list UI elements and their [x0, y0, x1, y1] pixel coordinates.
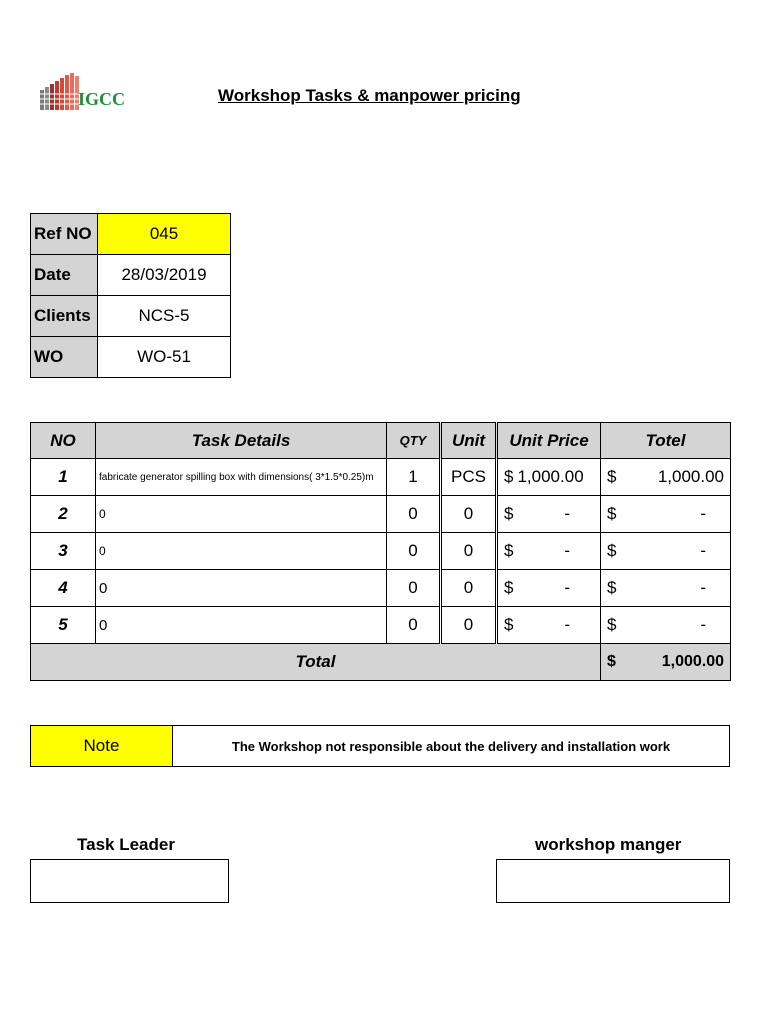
row-no: 1	[31, 459, 96, 496]
header-unit: Unit	[441, 423, 497, 459]
currency-symbol: $	[607, 467, 617, 486]
table-row	[31, 570, 731, 607]
date-label: Date	[31, 255, 98, 296]
info-row-wo	[31, 337, 231, 378]
unit-price-amount: -	[564, 615, 570, 634]
total-label: Total	[31, 644, 601, 681]
table-row	[31, 607, 731, 644]
row-no: 4	[31, 570, 96, 607]
clients-value[interactable]: NCS-5	[98, 296, 231, 337]
row-total	[601, 459, 731, 496]
clients-label: Clients	[31, 296, 98, 337]
total-amount: -	[700, 578, 706, 597]
wo-label: WO	[31, 337, 98, 378]
header-no: NO	[31, 423, 96, 459]
row-qty[interactable]: 0	[387, 607, 441, 644]
total-amount: 1,000.00	[657, 467, 724, 486]
note-label: Note	[31, 726, 173, 767]
row-unit-price[interactable]	[497, 570, 601, 607]
info-table	[30, 213, 231, 378]
row-no: 3	[31, 533, 96, 570]
page-title: Workshop Tasks & manpower pricing	[218, 86, 521, 105]
grand-total-amount: 1,000.00	[661, 653, 724, 670]
note-box	[30, 725, 730, 767]
row-unit-price[interactable]	[497, 459, 601, 496]
row-qty[interactable]: 0	[387, 533, 441, 570]
row-total	[601, 533, 731, 570]
row-unit[interactable]: 0	[441, 570, 497, 607]
workshop-manager-label: workshop manger	[535, 835, 682, 854]
info-row-clients	[31, 296, 231, 337]
row-no: 5	[31, 607, 96, 644]
logo-bars-icon	[38, 73, 80, 110]
grand-total	[601, 644, 731, 681]
table-row	[31, 533, 731, 570]
row-unit-price[interactable]	[497, 496, 601, 533]
date-value[interactable]: 28/03/2019	[98, 255, 231, 296]
task-leader-signature-box[interactable]	[30, 859, 229, 903]
logo-text: IGCC	[78, 89, 126, 109]
row-total	[601, 570, 731, 607]
unit-price-amount: 1,000.00	[517, 467, 584, 486]
currency-symbol: $	[504, 467, 514, 486]
info-row-date	[31, 255, 231, 296]
task-leader-label: Task Leader	[77, 835, 175, 854]
row-details[interactable]: 0	[96, 533, 387, 570]
header-task-details: Task Details	[96, 423, 387, 459]
header-unit-price: Unit Price	[497, 423, 601, 459]
row-qty[interactable]: 1	[387, 459, 441, 496]
row-details[interactable]: 0	[96, 607, 387, 644]
note-text: The Workshop not responsible about the delivery and installation work	[173, 726, 730, 767]
row-total	[601, 496, 731, 533]
header-total: Totel	[601, 423, 731, 459]
wo-value[interactable]: WO-51	[98, 337, 231, 378]
currency-symbol: $	[504, 615, 514, 634]
unit-price-amount: -	[564, 541, 570, 560]
row-qty[interactable]: 0	[387, 570, 441, 607]
row-qty[interactable]: 0	[387, 496, 441, 533]
row-details[interactable]: 0	[96, 496, 387, 533]
currency-symbol: $	[504, 541, 514, 560]
currency-symbol: $	[607, 653, 616, 670]
unit-price-amount: -	[564, 578, 570, 597]
currency-symbol: $	[607, 541, 617, 560]
igcc-logo	[38, 72, 148, 116]
row-unit[interactable]: PCS	[441, 459, 497, 496]
table-row	[31, 459, 731, 496]
total-amount: -	[700, 615, 706, 634]
total-amount: -	[700, 541, 706, 560]
row-details[interactable]: 0	[96, 570, 387, 607]
table-header-row	[31, 423, 731, 459]
info-row-ref	[31, 214, 231, 255]
workshop-manager-signature-box[interactable]	[496, 859, 730, 903]
table-row	[31, 496, 731, 533]
currency-symbol: $	[607, 578, 617, 597]
row-no: 2	[31, 496, 96, 533]
currency-symbol: $	[607, 615, 617, 634]
row-unit[interactable]: 0	[441, 607, 497, 644]
row-unit-price[interactable]	[497, 607, 601, 644]
ref-label: Ref NO	[31, 214, 98, 255]
ref-value[interactable]: 045	[98, 214, 231, 255]
header-qty: QTY	[387, 423, 441, 459]
row-unit[interactable]: 0	[441, 496, 497, 533]
total-amount: -	[700, 504, 706, 523]
currency-symbol: $	[504, 504, 514, 523]
row-total	[601, 607, 731, 644]
row-unit-price[interactable]	[497, 533, 601, 570]
row-details[interactable]: fabricate generator spilling box with dimensions( 3*1.5*0.25)m	[96, 459, 387, 496]
unit-price-amount: -	[564, 504, 570, 523]
currency-symbol: $	[607, 504, 617, 523]
currency-symbol: $	[504, 578, 514, 597]
row-unit[interactable]: 0	[441, 533, 497, 570]
total-row	[31, 644, 731, 681]
tasks-table	[30, 422, 731, 681]
